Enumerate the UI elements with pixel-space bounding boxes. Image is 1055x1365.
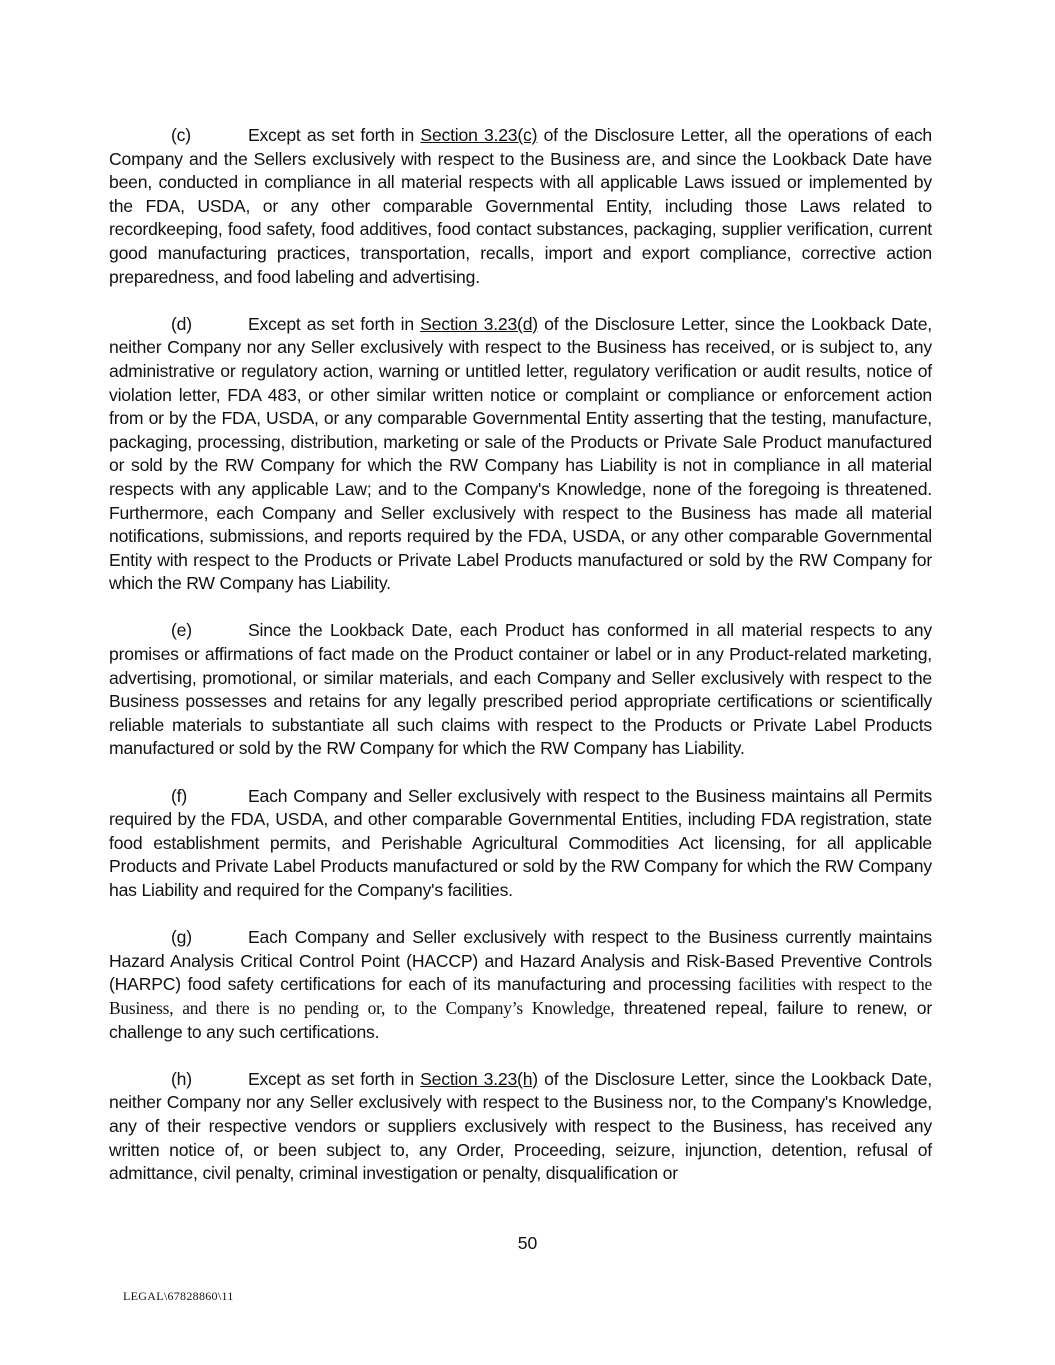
paragraph-lead: Except as set forth in bbox=[248, 313, 421, 334]
document-body bbox=[109, 124, 932, 1209]
paragraph-tail: threatened repeal, failure to renew, or challenge to any such certifications. bbox=[109, 997, 932, 1042]
paragraph-serif-text: facilities with respect to the Business, and there is no pending or, to the Company’s Knowledge, bbox=[109, 974, 932, 1018]
paragraph-label: (h) bbox=[171, 1068, 192, 1089]
paragraph-d bbox=[109, 313, 932, 596]
section-reference: Section 3.23(c) bbox=[420, 125, 538, 145]
paragraph-lead: Except as set forth in bbox=[248, 1068, 421, 1089]
paragraph-f bbox=[109, 785, 932, 903]
paragraph-e bbox=[109, 619, 932, 761]
paragraph-lead: Except as set forth in bbox=[248, 125, 421, 145]
paragraph-text: of the Disclosure Letter, all the operations of each Company and the Sellers exclusively with respect to the Business are, and since the Lookback Date have been, conducted in compliance in all material respects with all applicable Laws issued or implemented by the FDA, USDA, or any other comparable Governmental Entity, including those Laws related to recordkeeping, food safety, food additives, food contact substances, packaging, supplier verification, current good manufacturing practices, transportation, recalls, import and export compliance, corrective action preparedness, and food labeling and advertising. bbox=[109, 125, 932, 287]
paragraph-g bbox=[109, 926, 932, 1044]
paragraph-label: (e) bbox=[171, 620, 192, 641]
paragraph-label: (c) bbox=[171, 125, 191, 145]
paragraph-text: Each Company and Seller exclusively with respect to the Business maintains all Permits required by the FDA, USDA, and other comparable Governmental Entities, including FDA registration, state food establishment permits, and Perishable Agricultural Commodities Act licensing, for all applicable Products and Private Label Products manufactured or sold by the RW Company for which the RW Company has Liability and required for the Company's facilities. bbox=[109, 785, 932, 900]
section-reference: Section 3.23(d) bbox=[420, 313, 538, 334]
paragraph-c bbox=[109, 124, 932, 289]
section-reference: Section 3.23(h) bbox=[420, 1068, 538, 1089]
paragraph-text: Since the Lookback Date, each Product has conformed in all material respects to any promises or affirmations of fact made on the Product container or label or in any Product-related marketing, advertising, promotional, or similar materials, and each Company and Seller exclusively with respect to the Business possesses and retains for any legally prescribed period appropriate certifications or scientifically reliable materials to substantiate all such claims with respect to the Products or Private Label Products manufactured or sold by the RW Company for which the RW Company has Liability. bbox=[109, 620, 932, 759]
paragraph-label: (f) bbox=[171, 785, 188, 806]
page-number: 50 bbox=[517, 1233, 538, 1253]
paragraph-h bbox=[109, 1068, 932, 1186]
document-id: LEGAL\67828860\11 bbox=[123, 1289, 234, 1303]
paragraph-text: of the Disclosure Letter, since the Lookback Date, neither Company nor any Seller exclusively with respect to the Business has received, or is subject to, any administrative or regulatory action, warning or untitled letter, regulatory verification or audit results, notice of violation letter, FDA 483, or other similar written notice or complaint or compliance or enforcement action from or by the FDA, USDA, or any comparable Governmental Entity asserting that the testing, manufacture, packaging, processing, distribution, marketing or sale of the Products or Private Sale Product manufactured or sold by the RW Company for which the RW Company has Liability is not in compliance in all material respects with any applicable Law; and to the Company's Knowledge, none of the foregoing is threatened. Furthermore, each Company and Seller exclusively with respect to the Business has made all material notifications, submissions, and reports required by the FDA, USDA, or any other comparable Governmental Entity with respect to the Products or Private Label Products manufactured or sold by the RW Company for which the RW Company has Liability. bbox=[109, 313, 932, 594]
paragraph-label: (g) bbox=[171, 927, 192, 948]
paragraph-text: of the Disclosure Letter, since the Lookback Date, neither Company nor any Seller exclusively with respect to the Business nor, to the Company's Knowledge, any of their respective vendors or suppliers exclusively with respect to the Business, has received any written notice of, or been subject to, any Order, Proceeding, seizure, injunction, detention, refusal of admittance, civil penalty, criminal investigation or penalty, disqualification or bbox=[109, 1068, 932, 1184]
paragraph-label: (d) bbox=[171, 313, 192, 334]
paragraph-text: Each Company and Seller exclusively with respect to the Business currently maintains Hazard Analysis Critical Control Point (HACCP) and Hazard Analysis and Risk-Based Preventive Controls (HARPC) food safety certifications for each of its manufacturing and processing bbox=[109, 927, 932, 995]
